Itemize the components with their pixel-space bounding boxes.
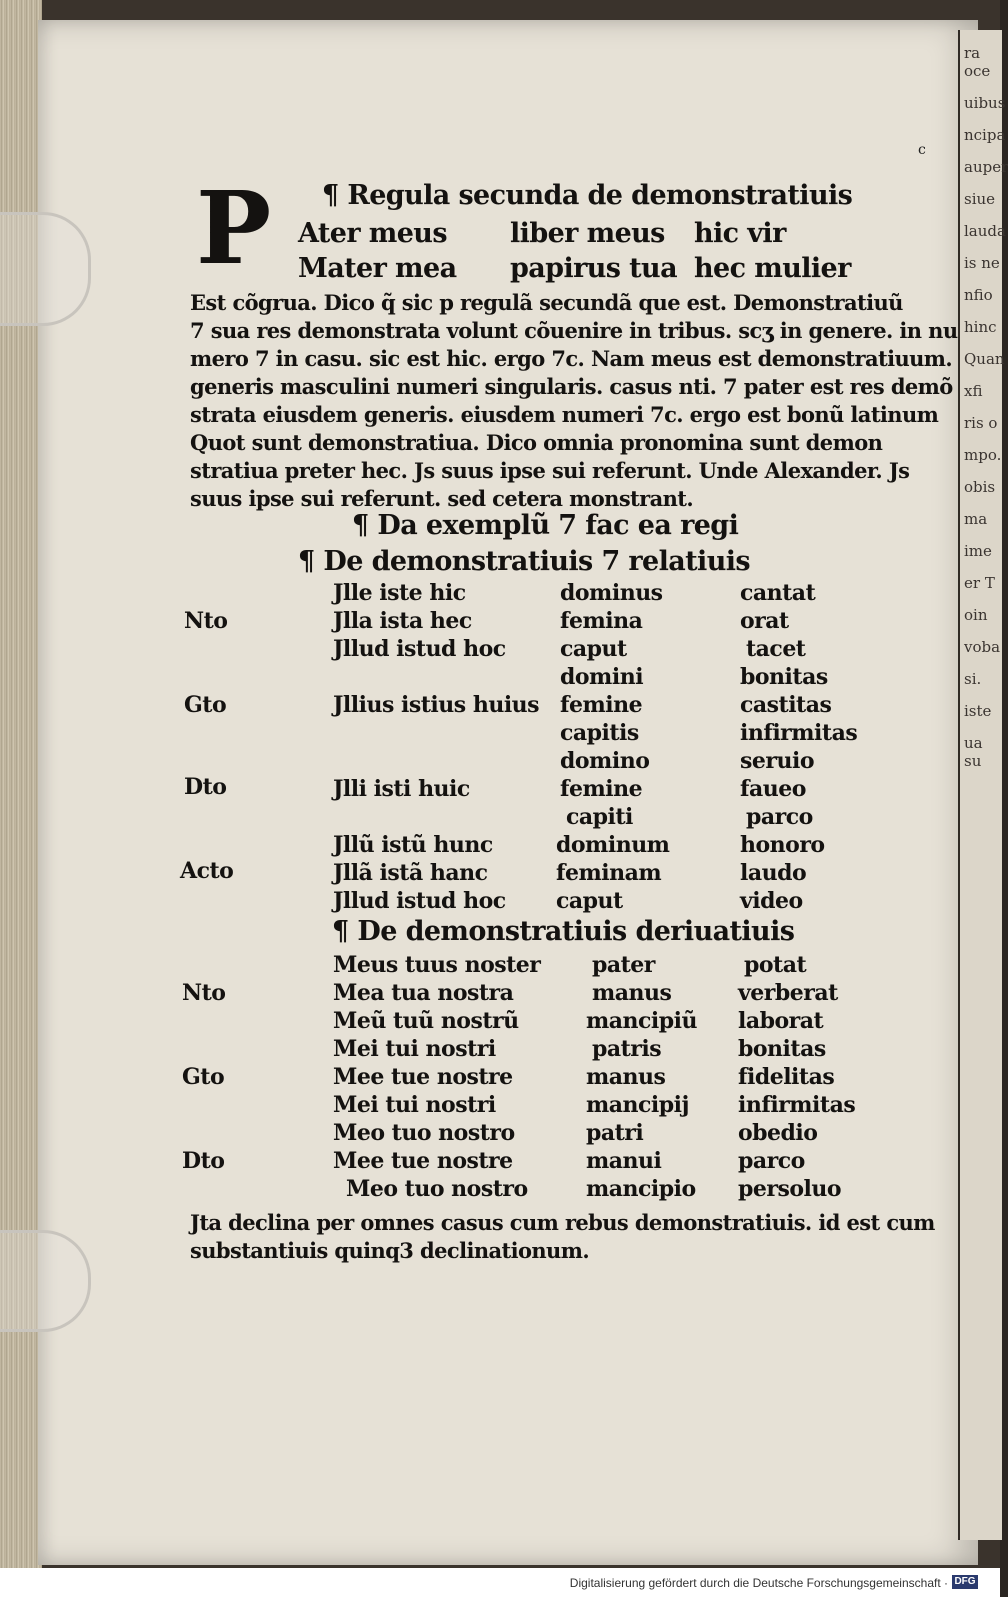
verb-cell: infirmitas <box>740 720 858 746</box>
noun-cell: capiti <box>566 804 633 830</box>
facing-fragment: er T <box>964 574 995 592</box>
facing-fragment: is ne <box>964 254 1000 272</box>
verb-cell: bonitas <box>740 664 828 690</box>
facing-fragment: ime <box>964 542 992 560</box>
facing-fragment: auper <box>964 158 1008 176</box>
verse-line-1-c: hic vir <box>694 218 786 249</box>
verse-line-2-b: papirus tua <box>510 253 677 284</box>
pronoun-cell: Jlli isti huic <box>333 776 470 802</box>
facing-fragment: hinc <box>964 318 997 336</box>
pronoun-cell: Jllud istud hoc <box>333 636 506 662</box>
noun-cell: dominus <box>560 580 663 606</box>
pronoun-cell: Jlla ista hec <box>333 608 472 634</box>
case-label: Nto <box>184 608 228 634</box>
closing-line: Jta declina per omnes casus cum rebus demonstratiuis. id est cum <box>190 1210 935 1235</box>
page-clip-bottom <box>0 1230 91 1332</box>
facing-fragment: si. <box>964 670 982 688</box>
verb-cell: verberat <box>738 980 838 1006</box>
verse-line-2-a: Mater mea <box>298 253 457 284</box>
facing-fragment: nfio <box>964 286 993 304</box>
verb-cell: laborat <box>738 1008 824 1034</box>
case-label: Dto <box>182 1148 225 1174</box>
verb-cell: parco <box>738 1148 805 1174</box>
pronoun-cell: Meus tuus noster <box>333 952 541 978</box>
paragraph-line: suus ipse sui referunt. sed cetera monstrant. <box>190 486 694 511</box>
pronoun-cell: Jlle iste hic <box>333 580 466 606</box>
facing-fragment: siue <box>964 190 996 208</box>
facing-fragment: obis <box>964 478 996 496</box>
facing-fragment: voba <box>964 638 1001 656</box>
paragraph-line: Est cõgrua. Dico q̃ sic p regulã secundã que est. Demonstratiuũ <box>190 290 903 315</box>
verb-cell: fidelitas <box>738 1064 835 1090</box>
facing-fragment: iste <box>964 702 992 720</box>
paragraph-line: 7 sua res demonstrata volunt cõuenire in tribus. scʒ in genere. in nu <box>190 318 958 343</box>
facing-fragment: ris o <box>964 414 998 432</box>
page-signature-mark: c <box>918 142 926 158</box>
verb-cell: potat <box>744 952 807 978</box>
verse-line-1-a: Ater meus <box>298 218 447 249</box>
verse-line-1-b: liber meus <box>510 218 665 249</box>
verb-cell: bonitas <box>738 1036 826 1062</box>
verb-cell: castitas <box>740 692 832 718</box>
noun-cell: patris <box>592 1036 662 1062</box>
case-label: Gto <box>182 1064 225 1090</box>
verb-cell: cantat <box>740 580 816 606</box>
noun-cell: femina <box>560 608 643 634</box>
verb-cell: video <box>740 888 803 914</box>
verb-cell: orat <box>740 608 789 634</box>
facing-page-edge <box>958 30 1008 1540</box>
pronoun-cell: Jllã istã hanc <box>333 860 488 886</box>
noun-cell: domino <box>560 748 650 774</box>
noun-cell: femine <box>560 692 643 718</box>
paragraph-line: Quot sunt demonstratiua. Dico omnia pronomina sunt demon <box>190 430 883 455</box>
facing-fragment: oin <box>964 606 988 624</box>
facing-fragment: Quan <box>964 350 1005 368</box>
pronoun-cell: Meo tuo nostro <box>346 1176 528 1202</box>
pronoun-cell: Mee tue nostre <box>333 1064 513 1090</box>
case-label: Acto <box>180 858 234 884</box>
verb-cell: obedio <box>738 1120 818 1146</box>
noun-cell: mancipij <box>586 1092 689 1118</box>
heading-demonstratiuis-relatiuis: ¶ De demonstratiuis 7 relatiuis <box>298 546 751 577</box>
footer-credit: Digitalisierung gefördert durch die Deutsche Forschungsgemeinschaft · <box>569 1576 948 1590</box>
paragraph-line: generis masculini numeri singularis. casus nti. 7 pater est res demõ <box>190 374 953 399</box>
facing-fragment: ma <box>964 510 988 528</box>
noun-cell: mancipio <box>586 1176 696 1202</box>
verb-cell: seruio <box>740 748 814 774</box>
facing-fragment: lauda <box>964 222 1006 240</box>
dfg-logo: DFG <box>952 1575 978 1589</box>
heading-da-exemplum: ¶ Da exemplũ 7 fac ea regi <box>352 510 739 541</box>
case-label: Nto <box>182 980 226 1006</box>
pronoun-cell: Mei tui nostri <box>333 1092 496 1118</box>
noun-cell: manus <box>586 1064 666 1090</box>
verse-line-2-c: hec mulier <box>694 253 851 284</box>
verb-cell: persoluo <box>738 1176 842 1202</box>
noun-cell: pater <box>592 952 655 978</box>
pronoun-cell: Meũ tuũ nostrũ <box>333 1008 519 1034</box>
noun-cell: caput <box>556 888 623 914</box>
noun-cell: capitis <box>560 720 639 746</box>
facing-fragment: ra oce <box>964 44 991 80</box>
heading-regula-secunda: ¶ Regula secunda de demonstratiuis <box>322 180 853 211</box>
paragraph-line: stratiua preter hec. Js suus ipse sui referunt. Unde Alexander. Js <box>190 458 910 483</box>
verb-cell: honoro <box>740 832 825 858</box>
closing-line: substantiuis quinq3 declinationum. <box>190 1238 590 1263</box>
case-label: Gto <box>184 692 227 718</box>
facing-fragment: ncipa <box>964 126 1006 144</box>
noun-cell: feminam <box>556 860 662 886</box>
pronoun-cell: Mea tua nostra <box>333 980 514 1006</box>
facing-fragment: xfi <box>964 382 983 400</box>
verb-cell: tacet <box>746 636 806 662</box>
noun-cell: domini <box>560 664 644 690</box>
page-clip-top <box>0 212 91 326</box>
pronoun-cell: Jllũ istũ hunc <box>333 832 493 858</box>
noun-cell: manus <box>592 980 672 1006</box>
heading-demonstratiuis-deriuatiuis: ¶ De demonstratiuis deriuatiuis <box>332 916 795 947</box>
pronoun-cell: Mei tui nostri <box>333 1036 496 1062</box>
noun-cell: patri <box>586 1120 644 1146</box>
pronoun-cell: Jllius istius huius <box>333 692 540 718</box>
noun-cell: caput <box>560 636 627 662</box>
facing-fragment: mpo. <box>964 446 1002 464</box>
case-label: Dto <box>184 774 227 800</box>
pronoun-cell: Jllud istud hoc <box>333 888 506 914</box>
drop-cap-letter: P <box>196 169 272 287</box>
paragraph-line: strata eiusdem generis. eiusdem numeri 7c. ergo est bonũ latinum <box>190 402 939 427</box>
facing-fragment: ua su <box>964 734 983 770</box>
facing-fragment: uibus <box>964 94 1006 112</box>
verb-cell: faueo <box>740 776 806 802</box>
verb-cell: laudo <box>740 860 807 886</box>
verb-cell: infirmitas <box>738 1092 856 1118</box>
verb-cell: parco <box>746 804 813 830</box>
noun-cell: femine <box>560 776 643 802</box>
pronoun-cell: Meo tuo nostro <box>333 1120 515 1146</box>
noun-cell: mancipiũ <box>586 1008 698 1034</box>
paragraph-line: mero 7 in casu. sic est hic. ergo 7c. Nam meus est demonstratiuum. <box>190 346 953 371</box>
noun-cell: dominum <box>556 832 670 858</box>
pronoun-cell: Mee tue nostre <box>333 1148 513 1174</box>
noun-cell: manui <box>586 1148 662 1174</box>
book-page <box>38 20 978 1565</box>
